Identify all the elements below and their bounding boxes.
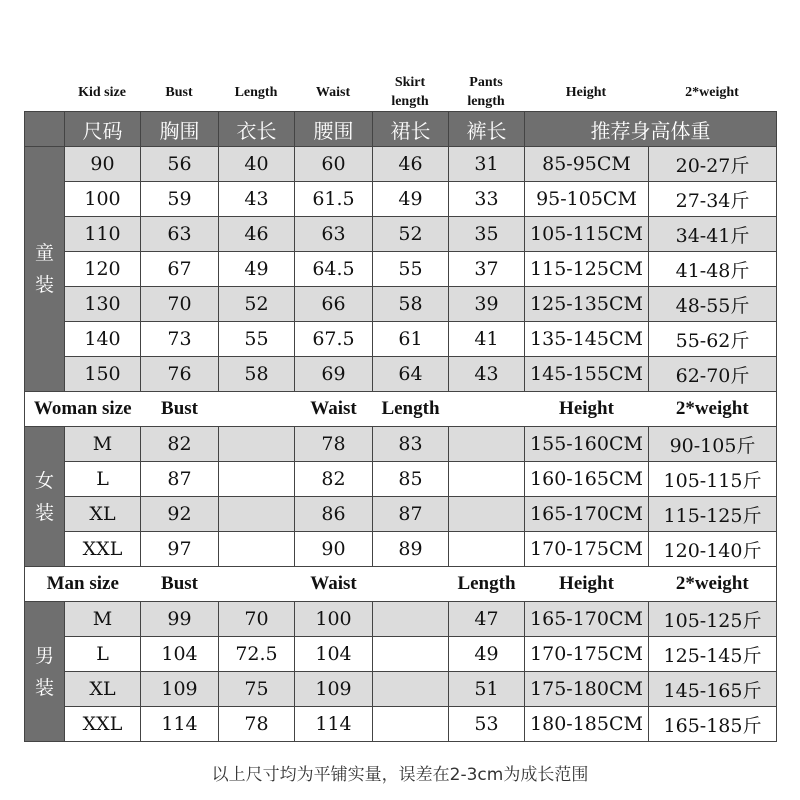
bust-label: Bust	[165, 84, 193, 100]
bust-label: Bust	[141, 567, 219, 602]
height-cell: 115-125CM	[525, 252, 649, 287]
kid-english-header	[24, 72, 776, 112]
size-cell: XXL	[65, 707, 141, 742]
length-cell: 75	[219, 672, 295, 707]
size-cell: 90	[65, 147, 141, 182]
length-label: Length	[449, 567, 525, 602]
waist-cell: 100	[295, 602, 373, 637]
bust-cell: 63	[141, 217, 219, 252]
blank-cell	[373, 672, 449, 707]
waist-cell: 86	[295, 497, 373, 532]
woman-size-label: Woman size	[25, 392, 141, 427]
bust-cell: 99	[141, 602, 219, 637]
waist-cell: 69	[295, 357, 373, 392]
skirt-length-label: Skirt length	[391, 75, 429, 109]
size-cell: XXL	[65, 532, 141, 567]
bust-cell: 70	[141, 287, 219, 322]
height-label: Height	[525, 567, 649, 602]
blank-cell	[219, 462, 295, 497]
weight-label: 2*weight	[685, 84, 739, 100]
table-row	[25, 322, 777, 357]
blank-cell	[219, 427, 295, 462]
weight-cell: 120-140斤	[649, 532, 777, 567]
size-cell: L	[65, 462, 141, 497]
table-row	[25, 672, 777, 707]
size-chart-table	[24, 111, 777, 742]
length-cell: 49	[219, 252, 295, 287]
weight-cell: 20-27斤	[649, 147, 777, 182]
bust-cell: 56	[141, 147, 219, 182]
pants-length-cell: 53	[449, 707, 525, 742]
height-cell: 155-160CM	[525, 427, 649, 462]
size-cell: 140	[65, 322, 141, 357]
weight-cell: 90-105斤	[649, 427, 777, 462]
blank-cell	[449, 462, 525, 497]
empty-label	[219, 392, 295, 427]
height-cell: 135-145CM	[525, 322, 649, 357]
table-row	[25, 532, 777, 567]
size-cell: 100	[65, 182, 141, 217]
waist-cell: 82	[295, 462, 373, 497]
pants-cell: 31	[449, 147, 525, 182]
weight-cell: 115-125斤	[649, 497, 777, 532]
pants-length-cell: 49	[449, 637, 525, 672]
pants-length-label: Pants length	[467, 75, 505, 109]
weight-cell: 145-165斤	[649, 672, 777, 707]
measurement-note: 以上尺寸均为平铺实量，误差在2-3cm为成长范围	[211, 765, 589, 785]
bust-cell: 87	[141, 462, 219, 497]
pants-cell: 35	[449, 217, 525, 252]
pants-length-cell: 51	[449, 672, 525, 707]
bust-cell: 73	[141, 322, 219, 357]
height-cell: 175-180CM	[525, 672, 649, 707]
weight-cell: 105-115斤	[649, 462, 777, 497]
empty-label	[373, 567, 449, 602]
man-group-label: 男 装	[25, 602, 65, 742]
height-cell: 105-115CM	[525, 217, 649, 252]
size-cell: XL	[65, 672, 141, 707]
length-cell: 87	[373, 497, 449, 532]
cn-height-weight-header: 推荐身高体重	[525, 112, 777, 147]
bust-cell: 92	[141, 497, 219, 532]
man-label-row	[25, 567, 777, 602]
weight-cell: 105-125斤	[649, 602, 777, 637]
blank-cell	[449, 497, 525, 532]
weight-label: 2*weight	[649, 392, 777, 427]
pants-cell: 39	[449, 287, 525, 322]
height-cell: 85-95CM	[525, 147, 649, 182]
height-cell: 180-185CM	[525, 707, 649, 742]
length-cell: 55	[219, 322, 295, 357]
empty-label	[449, 392, 525, 427]
pants-cell: 43	[449, 357, 525, 392]
length-cell: 83	[373, 427, 449, 462]
waist-cell: 78	[295, 427, 373, 462]
chinese-header-row	[25, 112, 777, 147]
height-cell: 170-175CM	[525, 637, 649, 672]
waist-cell: 64.5	[295, 252, 373, 287]
size-cell: 150	[65, 357, 141, 392]
bust-cell: 59	[141, 182, 219, 217]
kid-group-label: 童 装	[25, 147, 65, 392]
size-cell: XL	[65, 497, 141, 532]
height-label: Height	[525, 392, 649, 427]
size-cell: 120	[65, 252, 141, 287]
weight-cell: 41-48斤	[649, 252, 777, 287]
table-row	[25, 287, 777, 322]
length-label: Length	[234, 84, 278, 100]
weight-cell: 62-70斤	[649, 357, 777, 392]
size-cell: M	[65, 602, 141, 637]
height-cell: 125-135CM	[525, 287, 649, 322]
waist-label: Waist	[295, 567, 373, 602]
length-cell: 46	[219, 217, 295, 252]
pants-cell: 41	[449, 322, 525, 357]
table-row	[25, 252, 777, 287]
bust-cell: 82	[141, 427, 219, 462]
empty-label	[219, 567, 295, 602]
weight-cell: 165-185斤	[649, 707, 777, 742]
height-label: Height	[565, 84, 607, 100]
waist-cell: 90	[295, 532, 373, 567]
weight-cell: 55-62斤	[649, 322, 777, 357]
table-row	[25, 217, 777, 252]
blank-cell	[373, 637, 449, 672]
cn-skirt-header: 裙长	[373, 112, 449, 147]
table-row	[25, 427, 777, 462]
length-cell: 43	[219, 182, 295, 217]
size-cell: 130	[65, 287, 141, 322]
waist-cell: 67.5	[295, 322, 373, 357]
header-corner	[25, 112, 65, 147]
weight-label: 2*weight	[649, 567, 777, 602]
woman-group-label: 女 装	[25, 427, 65, 567]
pants-length-cell: 47	[449, 602, 525, 637]
waist-cell: 66	[295, 287, 373, 322]
skirt-cell: 46	[373, 147, 449, 182]
waist-label: Waist	[295, 392, 373, 427]
length-cell: 58	[219, 357, 295, 392]
size-cell: M	[65, 427, 141, 462]
length-cell: 70	[219, 602, 295, 637]
blank-cell	[373, 602, 449, 637]
blank-cell	[373, 707, 449, 742]
waist-cell: 104	[295, 637, 373, 672]
length-cell: 72.5	[219, 637, 295, 672]
table-row	[25, 602, 777, 637]
waist-cell: 60	[295, 147, 373, 182]
waist-cell: 114	[295, 707, 373, 742]
blank-cell	[219, 532, 295, 567]
table-row	[25, 147, 777, 182]
table-row	[25, 497, 777, 532]
skirt-cell: 55	[373, 252, 449, 287]
bust-cell: 76	[141, 357, 219, 392]
bust-cell: 114	[141, 707, 219, 742]
skirt-cell: 64	[373, 357, 449, 392]
bust-cell: 67	[141, 252, 219, 287]
height-cell: 165-170CM	[525, 602, 649, 637]
skirt-cell: 61	[373, 322, 449, 357]
waist-cell: 63	[295, 217, 373, 252]
bust-cell: 109	[141, 672, 219, 707]
cn-pants-header: 裤长	[449, 112, 525, 147]
height-cell: 165-170CM	[525, 497, 649, 532]
bust-cell: 104	[141, 637, 219, 672]
blank-cell	[449, 427, 525, 462]
table-row	[25, 707, 777, 742]
weight-cell: 27-34斤	[649, 182, 777, 217]
cn-length-header: 衣长	[219, 112, 295, 147]
length-label: Length	[373, 392, 449, 427]
height-cell: 145-155CM	[525, 357, 649, 392]
kid-size-label: Kid size	[78, 84, 126, 100]
waist-cell: 109	[295, 672, 373, 707]
table-row	[25, 357, 777, 392]
cn-bust-header: 胸围	[141, 112, 219, 147]
length-cell: 40	[219, 147, 295, 182]
size-cell: L	[65, 637, 141, 672]
blank-cell	[449, 532, 525, 567]
waist-label: Waist	[315, 84, 351, 100]
length-cell: 52	[219, 287, 295, 322]
height-cell: 95-105CM	[525, 182, 649, 217]
pants-cell: 33	[449, 182, 525, 217]
table-row	[25, 462, 777, 497]
skirt-cell: 52	[373, 217, 449, 252]
bust-label: Bust	[141, 392, 219, 427]
woman-label-row	[25, 392, 777, 427]
height-cell: 170-175CM	[525, 532, 649, 567]
cn-waist-header: 腰围	[295, 112, 373, 147]
length-cell: 89	[373, 532, 449, 567]
size-cell: 110	[65, 217, 141, 252]
bust-cell: 97	[141, 532, 219, 567]
man-size-label: Man size	[25, 567, 141, 602]
table-row	[25, 637, 777, 672]
height-cell: 160-165CM	[525, 462, 649, 497]
length-cell: 85	[373, 462, 449, 497]
waist-cell: 61.5	[295, 182, 373, 217]
table-row	[25, 182, 777, 217]
weight-cell: 48-55斤	[649, 287, 777, 322]
cn-size-header: 尺码	[65, 112, 141, 147]
weight-cell: 34-41斤	[649, 217, 777, 252]
length-cell: 78	[219, 707, 295, 742]
blank-cell	[219, 497, 295, 532]
skirt-cell: 49	[373, 182, 449, 217]
pants-cell: 37	[449, 252, 525, 287]
weight-cell: 125-145斤	[649, 637, 777, 672]
skirt-cell: 58	[373, 287, 449, 322]
